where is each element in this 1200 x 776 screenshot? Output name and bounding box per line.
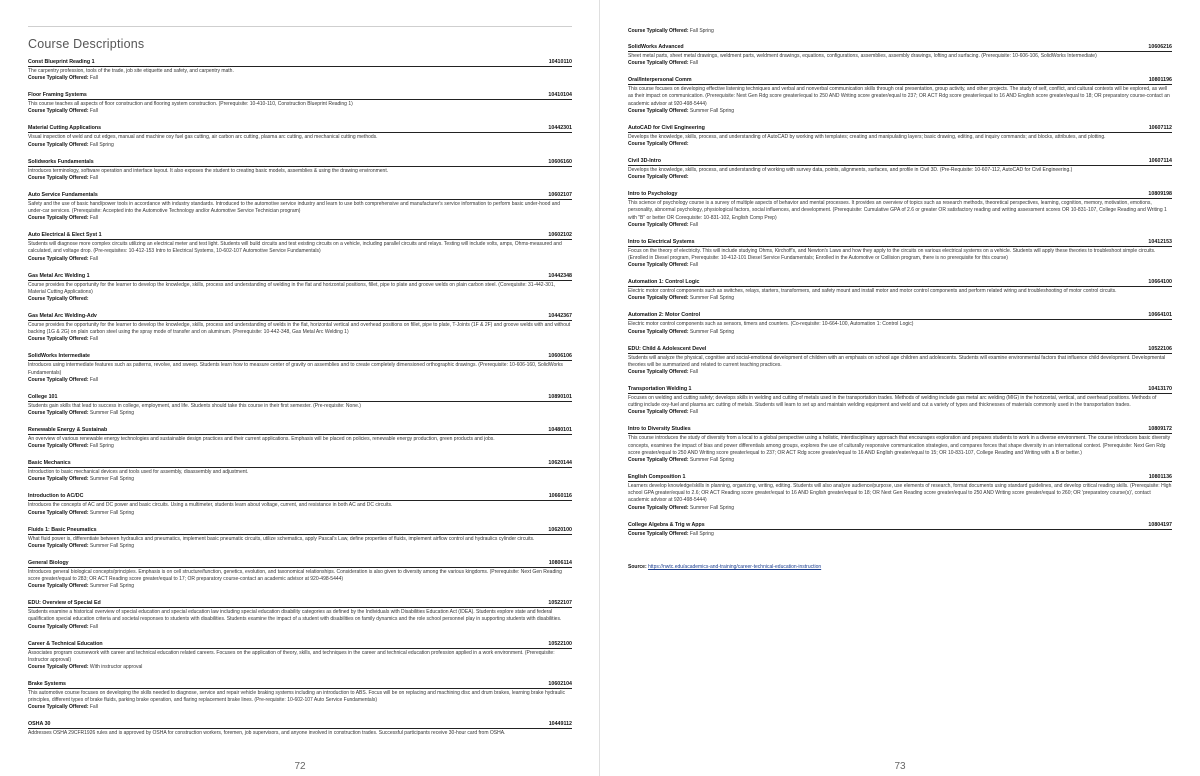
course-header xyxy=(28,493,572,501)
offered-label: Course Typically Offered: xyxy=(28,443,89,450)
course-name: Intro to Electrical Systems xyxy=(628,238,695,245)
course-header xyxy=(28,92,572,100)
course-description: This course introduces the study of diversity from a local to a global perspective using a holistic, interdisciplinary approach that encourages exploration and prepares students to work in a diverse environment. The course introduces basic diversity concepts, examines the impact of bias and power differentials among groups, explores the use of culturally responsive communication strategies, and compares forces that shape diversity in an international context. (Prerequisite: Next Gen Rdg score greater/equal to 250 AND Writing score greater/equal to 237; OR ACT Rdg score greater/equal to 16 AND English greater/equal to 15; OR 10-831-107, College Reading and Writing with a B or better.) xyxy=(628,435,1171,456)
course-code: 10801196 xyxy=(1148,77,1172,84)
offered-value: Fall xyxy=(689,369,698,376)
course-description: Students examine a historical overview of special education and special education law including special education disability categories as defined by the Individuals with Disabilities Education Act (IDEA). Students explore state and federal qualification special education criteria and societal responses to students with disabilities. Students examine the impact of a student with disabilities on family dynamics and the role school personnel play in supporting students with disabilities. xyxy=(28,609,562,623)
course-name: Auto Service Fundamentals xyxy=(28,191,98,198)
offered-label: Course Typically Offered: xyxy=(28,664,89,671)
course-description: This course focuses on developing effective listening techniques and verbal and nonverbal communication skills through oral presentation, group activity, and other projects. The study of self, conflict, and cultural contexts will be explored, as well as their impact on communication. (Prerequisite: Next Gen Rdg score greater/equal to 250 AND Writing score greater/equal to 237; OR ACT Rdg score greater/equal to 16 AND English score greater/equal to 18; OR preparatory course-contact an academic advisor at 920-498-5444) xyxy=(628,86,1170,107)
course-offered xyxy=(628,262,1172,269)
course-offered xyxy=(628,369,1172,376)
course-code: 10442348 xyxy=(548,272,572,279)
offered-value: Fall xyxy=(89,704,98,711)
course-description: An overview of various renewable energy technologies and sustainable design practices and their current applications. Emphasis will be placed on policies, renewable energy production, green products and jobs. xyxy=(28,436,495,443)
course-offered xyxy=(28,377,572,384)
page-number-left: 72 xyxy=(294,761,306,772)
offered-label: Course Typically Offered: xyxy=(628,60,689,67)
offered-value: Fall xyxy=(89,75,98,82)
course-name: Brake Systems xyxy=(28,681,66,688)
course-name: EDU: Overview of Special Ed xyxy=(28,600,101,607)
carryover-offered xyxy=(628,28,1172,35)
course-name: EDU: Child & Adolescent Devel xyxy=(628,345,707,352)
offered-label: Course Typically Offered: xyxy=(628,295,689,302)
course-offered xyxy=(28,443,572,450)
source-line xyxy=(628,564,1172,570)
course-entry xyxy=(28,159,572,182)
course-name: Renewable Energy & Sustainab xyxy=(28,427,108,434)
course-offered xyxy=(28,624,572,631)
offered-value: Fall xyxy=(689,262,698,269)
course-offered xyxy=(28,583,572,590)
course-header xyxy=(28,600,572,608)
offered-label: Course Typically Offered: xyxy=(28,376,89,383)
offered-value: Fall xyxy=(89,255,98,262)
offered-value: Fall Spring xyxy=(689,28,714,34)
course-offered xyxy=(628,108,1172,115)
course-offered xyxy=(628,329,1172,336)
course-entry xyxy=(28,560,572,590)
offered-label: Course Typically Offered: xyxy=(28,255,89,262)
course-description: This science of psychology course is a survey of multiple aspects of behavior and mental processes. It provides an overview of topics such as research methods, theoretical perspectives, learning, cognition, memory, motivation, emotions, personality, abnormal psychology, physiological factors, social influences, and development. (Prerequisite: Cumulative GPA of 2.6 or greater OR satisfactory reading and writing assessment scores OR 10-831-107, College Reading and Writing 1 with "B" or better OR Corequisite: 10-831-102, English Comp Prep) xyxy=(628,200,1167,221)
offered-value: Summer Fall Spring xyxy=(89,542,135,549)
offered-value: Summer Fall Spring xyxy=(89,476,135,483)
course-header xyxy=(628,386,1172,394)
course-offered xyxy=(28,664,572,671)
offered-label: Course Typically Offered: xyxy=(628,409,689,416)
course-entry xyxy=(28,460,572,483)
offered-value: Fall xyxy=(89,376,98,383)
course-entry xyxy=(28,273,572,303)
course-name: AutoCAD for Civil Engineering xyxy=(628,124,705,131)
course-entry xyxy=(28,427,572,450)
course-description: Focuses on welding and cutting safety; develops skills in welding and cutting of metals used in the transportation trades. Methods of welding include gas metal arc welding (MIG) in the horizontal, vertical, and overhead positions. Methods of cutting include oxy-fuel and plasma arc cutting of metals. Students will learn to set up and maintain welding equipment and weld and cut a variety of types and thicknesses of materials commonly used in the transportation trades. xyxy=(628,395,1157,409)
course-entry xyxy=(28,353,572,383)
course-header xyxy=(28,527,572,535)
course-offered xyxy=(628,295,1172,302)
course-description: Students will diagnose more complex circuits utilizing an electrical meter and test light. Students will build circuits and test existing circuits on a vehicle, including parallel circuits and relays. Testing will include volts, amps, Ohms-measured and calculated, and voltage drop. (Pre-requisites: 10-412-153 Intro to Electrical Systems, 10-602-107 Automotive Service Fundamentals) xyxy=(28,241,562,255)
course-entry xyxy=(628,346,1172,376)
course-description: Course provides the opportunity for the learner to develop the knowledge, skills, process and understanding of welds in the flat, horizontal vertical and overhead positions on fillet, pipe to plate, T-Joints (1F & 2F) and groove welds with and without backing (1G & 2G) on plain carbon steel using the spray mode of transfer and on aluminum. (Prerequisite: 10-442-348, Gas Metal Arc Welding 1) xyxy=(28,322,571,336)
course-entry xyxy=(628,191,1172,229)
offered-label: Course Typically Offered: xyxy=(28,336,89,343)
course-header xyxy=(28,427,572,435)
offered-value: Summer Fall Spring xyxy=(89,410,135,417)
course-header xyxy=(28,159,572,167)
course-entry xyxy=(28,600,572,630)
course-code: 10801136 xyxy=(1148,474,1172,481)
course-code: 10607112 xyxy=(1148,124,1172,131)
offered-value: Summer Fall Spring xyxy=(689,504,735,511)
course-header xyxy=(628,474,1172,482)
offered-value: Fall xyxy=(89,336,98,343)
offered-label: Course Typically Offered: xyxy=(628,262,689,269)
course-header xyxy=(628,77,1172,85)
offered-label: Course Typically Offered: xyxy=(28,623,89,630)
course-name: Civil 3D-Intro xyxy=(628,158,661,165)
course-header xyxy=(28,232,572,240)
offered-value: Summer Fall Spring xyxy=(689,457,735,464)
offered-label: Course Typically Offered: xyxy=(628,457,689,464)
course-description: Introduces using intermediate features such as patterns, revolve, and sweep. Students learn how to measure center of gravity on assemblies and to create completely dimensioned orthographic drawings. (Prerequisite: 10-606-160, SolidWorks Fundamentals) xyxy=(28,362,563,376)
course-description: Course provides the opportunity for the learner to develop the knowledge, skills, process and understanding of welding in the flat and horizontal positions, fillet, pipe to plate and groove welds on plain carbon steel. (Corequisite: 31-442-301, Material Cutting Applications) xyxy=(28,281,555,295)
source-link[interactable]: https://nwtc.edu/academics-and-training/career-technical-education-instruction xyxy=(648,563,822,570)
course-offered xyxy=(628,174,1172,181)
offered-label: Course Typically Offered: xyxy=(28,174,89,181)
course-header xyxy=(628,346,1172,354)
course-header xyxy=(628,522,1172,530)
course-header xyxy=(628,191,1172,199)
course-name: Introduction to AC/DC xyxy=(28,493,84,500)
course-offered xyxy=(28,175,572,182)
offered-label: Course Typically Offered: xyxy=(28,75,89,82)
offered-label: Course Typically Offered: xyxy=(28,296,89,303)
offered-value: Fall xyxy=(89,174,98,181)
course-offered xyxy=(28,476,572,483)
course-header xyxy=(28,59,572,67)
offered-value: Summer Fall Spring xyxy=(89,509,135,516)
course-list-right xyxy=(628,28,1172,570)
course-offered xyxy=(28,336,572,343)
offered-value: Fall Spring xyxy=(89,443,114,450)
course-code: 10522100 xyxy=(548,640,572,647)
course-description: Sheet metal parts, sheet metal drawings, weldment parts, weldment drawings, equations, configurations, assemblies, assembly drawings, lofting and surfacing. (Prerequisite: 10-606-106, SolidWorks Intermediate) xyxy=(628,53,1097,59)
course-entry xyxy=(28,125,572,148)
course-code: 10890101 xyxy=(548,393,572,400)
course-description: Electric motor control components such as switches, relays, starters, transformers, and safety mount and install motor and motor control components and perform related wiring and troubleshooting of motor control circuits. xyxy=(628,288,1117,295)
course-description: Students gain skills that lead to success in college, employment, and life. Students should take this course in their first semester. (Pre-requisite: None.) xyxy=(28,402,361,409)
course-entry xyxy=(28,59,572,82)
offered-label: Course Typically Offered: xyxy=(628,28,689,34)
course-description: What fluid power is, differentiate between hydraulics and pneumatics, implement basic pneumatic circuits, utilize schematics, apply Pascal's Law, define properties of fluids, implement airflow control and hydraulics cylinder circuits. xyxy=(28,535,535,542)
page-title: Course Descriptions xyxy=(28,37,145,51)
offered-label: Course Typically Offered: xyxy=(28,141,89,148)
course-code: 10522107 xyxy=(548,600,572,607)
offered-label: Course Typically Offered: xyxy=(628,530,689,537)
course-offered xyxy=(28,510,572,517)
course-name: Oral/Interpersonal Comm xyxy=(628,77,692,84)
course-code: 10412153 xyxy=(1148,238,1172,245)
course-entry xyxy=(628,279,1172,302)
course-offered xyxy=(28,75,572,82)
course-header xyxy=(628,426,1172,434)
course-entry xyxy=(28,493,572,516)
offered-label: Course Typically Offered: xyxy=(628,328,689,335)
course-entry xyxy=(628,77,1172,115)
course-description: Addresses OSHA 29CFR1926 rules and is approved by OSHA for construction workers, foremen, job supervisors, and anyone involved in construction trades. Successful participants receive 30-hour card from OSHA. xyxy=(28,730,506,737)
course-code: 10664100 xyxy=(1148,279,1172,286)
offered-label: Course Typically Offered: xyxy=(28,108,89,115)
course-code: 10606106 xyxy=(548,353,572,360)
course-entry xyxy=(628,125,1172,148)
course-header xyxy=(628,125,1172,133)
course-code: 10410110 xyxy=(548,59,572,65)
top-rule xyxy=(28,26,572,27)
course-offered xyxy=(628,409,1172,416)
course-name: Gas Metal Arc Welding 1 xyxy=(28,272,90,279)
course-header xyxy=(28,460,572,468)
course-code: 10606216 xyxy=(1148,44,1172,50)
offered-label: Course Typically Offered: xyxy=(28,215,89,222)
course-name: SolidWorks Advanced xyxy=(628,44,684,50)
offered-value: Summer Fall Spring xyxy=(689,328,735,335)
course-entry xyxy=(28,394,572,417)
course-code: 10606160 xyxy=(548,158,572,165)
course-entry xyxy=(28,641,572,671)
course-name: Intro to Psychology xyxy=(628,191,678,198)
course-name: Intro to Diversity Studies xyxy=(628,426,691,433)
course-entry xyxy=(28,721,572,737)
course-code: 10806114 xyxy=(548,559,572,566)
course-name: English Composition 1 xyxy=(628,474,686,481)
course-entry xyxy=(28,313,572,343)
course-description: Learners develop knowledge/skills in planning, organizing, writing, editing. Students will also analyze audience/purpose, use elements of research, format documents using standard guidelines, and develop critical reading skills. (Prerequisite: High school GPA greater/equal to 2.6; OR ACT Reading score greater/equal to 16 AND English greater/equal to 18; OR Next Gen Reading score greater/equal to 250 AND Writing score greater/equal to 260; OR 'preparatory course(s)', contact academic advisor at 920-498-5444) xyxy=(628,483,1172,504)
course-description: The carpentry profession, tools of the trade, job site etiquette and safety, and carpentry math. xyxy=(28,68,234,74)
course-entry xyxy=(28,92,572,115)
course-offered xyxy=(28,543,572,550)
course-code: 10410104 xyxy=(548,92,572,99)
course-header xyxy=(28,273,572,281)
course-description: Electric motor control components such as sensors, timers and counters. (Co-requisite: 10-664-100, Automation 1: Control Logic) xyxy=(628,321,914,328)
course-name: Floor Framing Systems xyxy=(28,92,87,99)
offered-label: Course Typically Offered: xyxy=(28,509,89,516)
offered-label: Course Typically Offered: xyxy=(628,107,689,114)
course-code: 10413170 xyxy=(1148,386,1172,393)
course-entry xyxy=(28,232,572,262)
course-code: 10809198 xyxy=(1148,191,1172,198)
course-description: This course teaches all aspects of floor construction and flooring system construction. (Prerequisite: 10-410-110, Construction Blueprint Reading 1) xyxy=(28,101,353,108)
course-entry xyxy=(628,312,1172,335)
course-code: 10522106 xyxy=(1148,345,1172,352)
course-code: 10620144 xyxy=(548,460,572,467)
course-name: Solidworks Fundamentals xyxy=(28,158,94,165)
course-description: Visual inspection of weld and cut edges, manual and machine oxy fuel gas cutting, air carbon arc cutting, plasma arc cutting, and mechanical cutting methods. xyxy=(28,134,378,141)
offered-label: Course Typically Offered: xyxy=(28,583,89,590)
offered-value: Fall xyxy=(689,221,698,228)
course-name: Automation 2: Motor Control xyxy=(628,312,701,319)
course-header xyxy=(28,560,572,568)
course-header xyxy=(28,313,572,321)
offered-value: Summer Fall Spring xyxy=(689,107,735,114)
course-header xyxy=(628,158,1172,166)
course-code: 10620100 xyxy=(548,526,572,533)
course-code: 10602104 xyxy=(548,681,572,688)
course-header xyxy=(628,239,1172,247)
course-description: Students will analyze the physical, cognitive and social-emotional development of children with an emphasis on school age children and adolescents. Students will examine environmental factors that influence child development. Developmental theories will be summarized and related to current teaching practices. xyxy=(628,354,1166,368)
course-code: 10602107 xyxy=(548,191,572,198)
course-offered xyxy=(628,60,1172,67)
course-entry xyxy=(628,522,1172,538)
offered-value: Summer Fall Spring xyxy=(89,583,135,590)
course-entry xyxy=(628,426,1172,464)
offered-value: Summer Fall Spring xyxy=(689,295,735,302)
course-name: College Algebra & Trig w Apps xyxy=(628,521,705,528)
course-description: Develops the knowledge, skills, process, and understanding of AutoCAD by working with templates; creating and manipulating layers; basic drawing, editing, and inquiry commands; and blocks, attributes, and plotting. xyxy=(628,133,1106,140)
offered-value: Fall xyxy=(89,215,98,222)
course-entry xyxy=(628,44,1172,67)
offered-label: Course Typically Offered: xyxy=(628,221,689,228)
offered-value: Fall xyxy=(689,60,698,67)
course-header xyxy=(28,721,572,729)
course-description: This automotive course focuses on developing the skills needed to diagnose, service and repair vehicle braking systems including an introduction to ABS. Focus will be on replacing and machining disc and drum brakes, learning brake hydraulic principles, different types of brake fluids, parking brake operation, and flaring replacement brake lines. (Pre-requisite: 10-602-107 Auto Service Fundamentals) xyxy=(28,690,565,704)
course-offered xyxy=(28,108,572,115)
offered-label: Course Typically Offered: xyxy=(628,174,689,181)
course-entry xyxy=(28,681,572,711)
course-code: 10660116 xyxy=(548,493,572,500)
course-description: Introduces terminology, software operation and interface layout. It also exposes the student to creating basic models, assemblies & using the drawing environment. xyxy=(28,167,389,174)
course-name: Transportation Welding 1 xyxy=(628,386,692,393)
course-code: 10602102 xyxy=(548,232,572,239)
course-name: General Biology xyxy=(28,559,69,566)
course-name: Material Cutting Applications xyxy=(28,125,102,132)
offered-label: Course Typically Offered: xyxy=(628,504,689,511)
course-entry xyxy=(628,158,1172,181)
course-offered xyxy=(628,505,1172,512)
course-description: Introduces the concepts of AC and DC power and basic circuits. Using a multimeter, students learn about voltage, current, and resistance in both AC and DC circuits. xyxy=(28,502,393,509)
course-description: Introduces general biological concepts/principles. Emphasis is on cell structure/function, genetics, evolution, and taxonomical relationships. Consideration is also given to diversity among the various kingdoms. (Prerequisite: Next Gen Reading score greater/equal to 283; OR ACT Reading score greater/equal to 17; OR preparatory course-contact an academic advisor at 920-498-5444) xyxy=(28,568,562,583)
page-number-right: 73 xyxy=(894,761,906,772)
offered-value: Fall xyxy=(89,108,98,115)
course-offered xyxy=(28,256,572,263)
course-offered xyxy=(28,704,572,711)
course-name: Fluids 1: Basic Pneumatics xyxy=(28,526,97,533)
offered-label: Course Typically Offered: xyxy=(628,369,689,376)
offered-value: Fall xyxy=(89,623,98,630)
offered-label: Course Typically Offered: xyxy=(28,542,89,549)
course-description: Focus on the theory of electricity. This will include studying Ohms, Kirchoff's, and Newton's Laws and how they apply to the circuits on various electrical systems on a vehicle. Students will apply these theories to troubleshoot simple circuits. (Enrolled in Diesel program, Prerequisite: 10-412-101 Diesel Service Fundamentals; Enrolled in the Automotive or Collision program, there is no prerequisite for this course) xyxy=(628,247,1156,262)
course-code: 10449112 xyxy=(548,721,572,728)
course-entry xyxy=(628,239,1172,269)
offered-value: Fall Spring xyxy=(89,141,114,148)
course-description: Develops the knowledge, skills, process, and understanding of working with survey data, points, alignments, surfaces, and profile in Civil 3D. (Pre-Requisite: 10-607-112, AutoCAD for Civil Engineering.) xyxy=(628,167,1073,174)
course-name: Basic Mechanics xyxy=(28,460,71,467)
course-code: 10804197 xyxy=(1148,521,1172,528)
course-offered xyxy=(28,296,572,303)
course-code: 10809172 xyxy=(1148,426,1172,433)
course-entry xyxy=(28,192,572,222)
course-offered xyxy=(628,531,1172,538)
course-code: 10442367 xyxy=(548,313,572,320)
course-code: 10442301 xyxy=(548,125,572,132)
course-name: Automation 1: Control Logic xyxy=(628,279,700,286)
course-name: Const Blueprint Reading 1 xyxy=(28,59,95,65)
course-header xyxy=(28,681,572,689)
course-code: 10664101 xyxy=(1148,312,1172,319)
course-header xyxy=(28,125,572,133)
course-description: Safety and the use of basic hand/power tools in accordance with industry standards. Introduced to the automotive service industry and learn to use both comprehensive and manufacturer's service information to perform basic under-hood and under-car services. (Prerequisite: Accepted into the Automotive Technology and/or Automotive Service Technician program) xyxy=(28,200,561,215)
course-entry xyxy=(628,386,1172,416)
course-offered xyxy=(28,142,572,149)
course-name: OSHA 30 xyxy=(28,721,51,728)
offered-label: Course Typically Offered: xyxy=(28,410,89,417)
course-header xyxy=(628,279,1172,287)
course-offered xyxy=(628,141,1172,148)
course-code: 10607114 xyxy=(1148,158,1172,165)
course-list-left xyxy=(28,59,572,748)
course-offered xyxy=(28,215,572,222)
right-page xyxy=(600,0,1200,776)
offered-value: Fall Spring xyxy=(689,530,714,537)
offered-label: Course Typically Offered: xyxy=(628,141,689,148)
course-name: Career & Technical Education xyxy=(28,640,103,647)
course-code: 10480101 xyxy=(548,427,572,434)
course-header xyxy=(28,641,572,649)
course-header xyxy=(628,44,1172,52)
course-header xyxy=(28,353,572,361)
course-description: Associates program coursework with career and technical education related careers. Focuses on the application of theory, skills, and techniques in the career and technical education profession applied in a work environment. (Prerequisite: Instructor approval) xyxy=(28,649,555,663)
offered-value: With instructor approval xyxy=(89,664,143,671)
course-name: College 101 xyxy=(28,393,58,400)
course-description: Introduction to basic mechanical devices and tools used for assembly, disassembly and adjustment. xyxy=(28,469,249,476)
offered-label: Course Typically Offered: xyxy=(28,704,89,711)
course-header xyxy=(628,312,1172,320)
course-name: SolidWorks Intermediate xyxy=(28,353,91,360)
course-entry xyxy=(28,527,572,550)
course-offered xyxy=(28,410,572,417)
course-offered xyxy=(628,222,1172,229)
course-header xyxy=(28,192,572,200)
course-offered xyxy=(628,457,1172,464)
source-label: Source: xyxy=(628,563,647,570)
course-header xyxy=(28,394,572,402)
offered-label: Course Typically Offered: xyxy=(28,476,89,483)
course-name: Auto Electrical & Elect Syst 1 xyxy=(28,232,102,239)
course-entry xyxy=(628,474,1172,512)
offered-value: Fall xyxy=(689,409,698,416)
course-name: Gas Metal Arc Welding-Adv xyxy=(28,313,97,320)
